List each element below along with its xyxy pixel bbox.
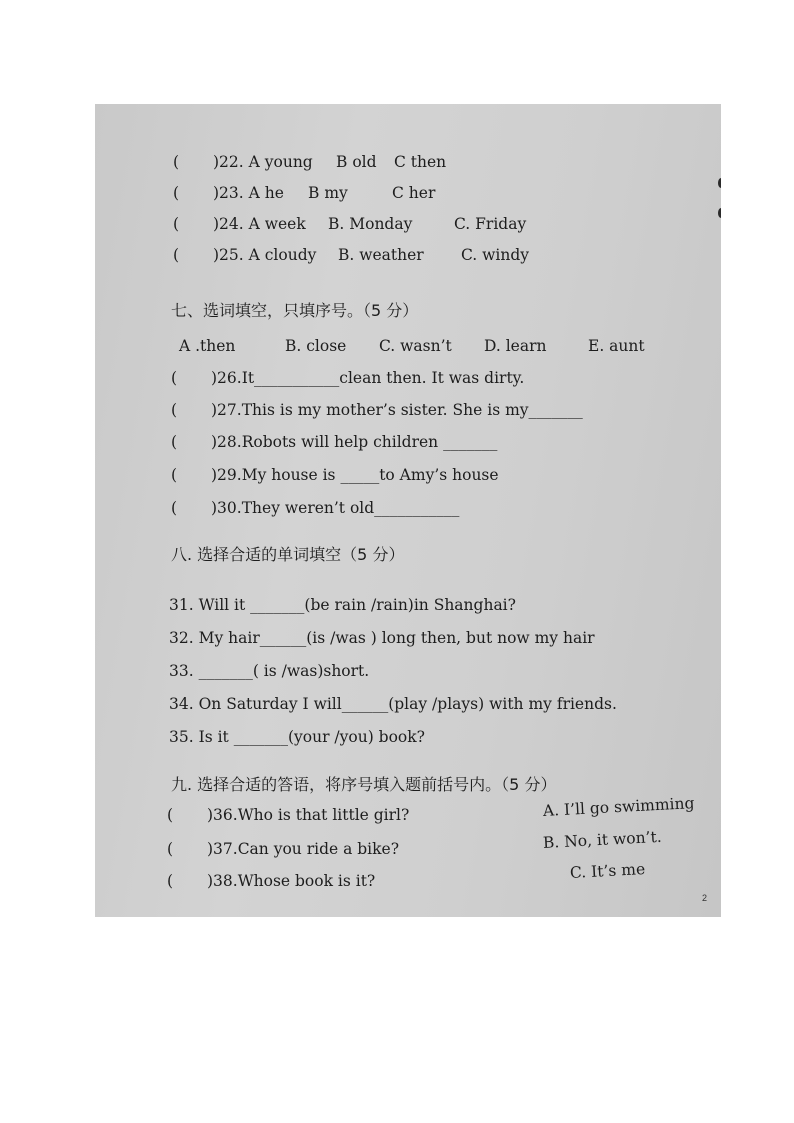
word-option: B. close	[285, 337, 347, 355]
question-27	[171, 401, 591, 423]
word-option: E. aunt	[588, 337, 645, 355]
word-option: C. wasn’t	[379, 337, 452, 355]
answer-option-a: A. I’ll go swimming	[542, 794, 695, 820]
word-option: D. learn	[484, 337, 547, 355]
section-9-heading: 九. 选择合适的答语，将序号填入题前括号内。（5 分）	[171, 775, 557, 794]
question-29	[171, 466, 591, 488]
question-text: )28.Robots will help children _______	[211, 433, 498, 451]
question-37	[167, 840, 467, 862]
answer-paren: (	[173, 184, 180, 202]
page-number: 2	[701, 893, 707, 903]
answer-paren: (	[173, 246, 180, 264]
question-26	[171, 369, 591, 391]
binding-hole-mark	[718, 208, 721, 218]
answer-paren: (	[171, 499, 178, 517]
exam-page-photo	[95, 104, 721, 917]
question-text: )26.It___________clean then. It was dirty.	[211, 369, 525, 387]
answer-option-b: B. No, it won’t.	[542, 827, 663, 852]
question-24	[173, 215, 553, 237]
word-bank	[179, 337, 649, 359]
question-38	[167, 872, 467, 894]
answer-paren: (	[167, 840, 174, 858]
answer-paren: (	[171, 401, 178, 419]
question-text: )22. A young	[213, 153, 313, 171]
option-b: B. Monday	[328, 215, 413, 233]
answer-paren: (	[173, 215, 180, 233]
question-34: 34. On Saturday I will______(play /plays) with my friends.	[169, 695, 617, 713]
question-31: 31. Will it _______(be rain /rain)in Shanghai?	[169, 596, 516, 614]
question-33: 33. _______( is /was)short.	[169, 662, 370, 680]
option-b: B old	[336, 153, 377, 171]
answer-paren: (	[171, 433, 178, 451]
option-b: B. weather	[338, 246, 424, 264]
answer-paren: (	[173, 153, 180, 171]
question-28	[171, 433, 591, 455]
question-35: 35. Is it _______(your /you) book?	[169, 728, 425, 746]
question-text: )38.Whose book is it?	[207, 872, 376, 890]
question-23	[173, 184, 553, 206]
option-c: C her	[392, 184, 436, 202]
option-c: C. windy	[461, 246, 530, 264]
answer-paren: (	[167, 806, 174, 824]
option-c: C. Friday	[454, 215, 527, 233]
section-8-heading: 八. 选择合适的单词填空（5 分）	[171, 545, 405, 564]
question-text: )24. A week	[213, 215, 306, 233]
section-7-heading: 七、选词填空，只填序号。（5 分）	[171, 301, 419, 320]
question-text: )27.This is my mother’s sister. She is my_______	[211, 401, 583, 419]
question-text: )25. A cloudy	[213, 246, 317, 264]
question-30	[171, 499, 591, 521]
answer-paren: (	[171, 369, 178, 387]
question-text: )36.Who is that little girl?	[207, 806, 410, 824]
option-c: C then	[394, 153, 447, 171]
question-text: )23. A he	[213, 184, 284, 202]
option-b: B my	[308, 184, 348, 202]
word-option: A .then	[179, 337, 236, 355]
answer-option-c: C. It’s me	[569, 860, 646, 882]
question-32: 32. My hair______(is /was ) long then, but now my hair	[169, 629, 595, 647]
answer-paren: (	[171, 466, 178, 484]
question-25	[173, 246, 553, 268]
question-text: )37.Can you ride a bike?	[207, 840, 400, 858]
question-text: )30.They weren’t old___________	[211, 499, 460, 517]
answer-paren: (	[167, 872, 174, 890]
question-36	[167, 806, 467, 828]
question-22	[173, 153, 553, 175]
binding-hole-mark	[718, 178, 721, 188]
question-text: )29.My house is _____to Amy’s house	[211, 466, 499, 484]
